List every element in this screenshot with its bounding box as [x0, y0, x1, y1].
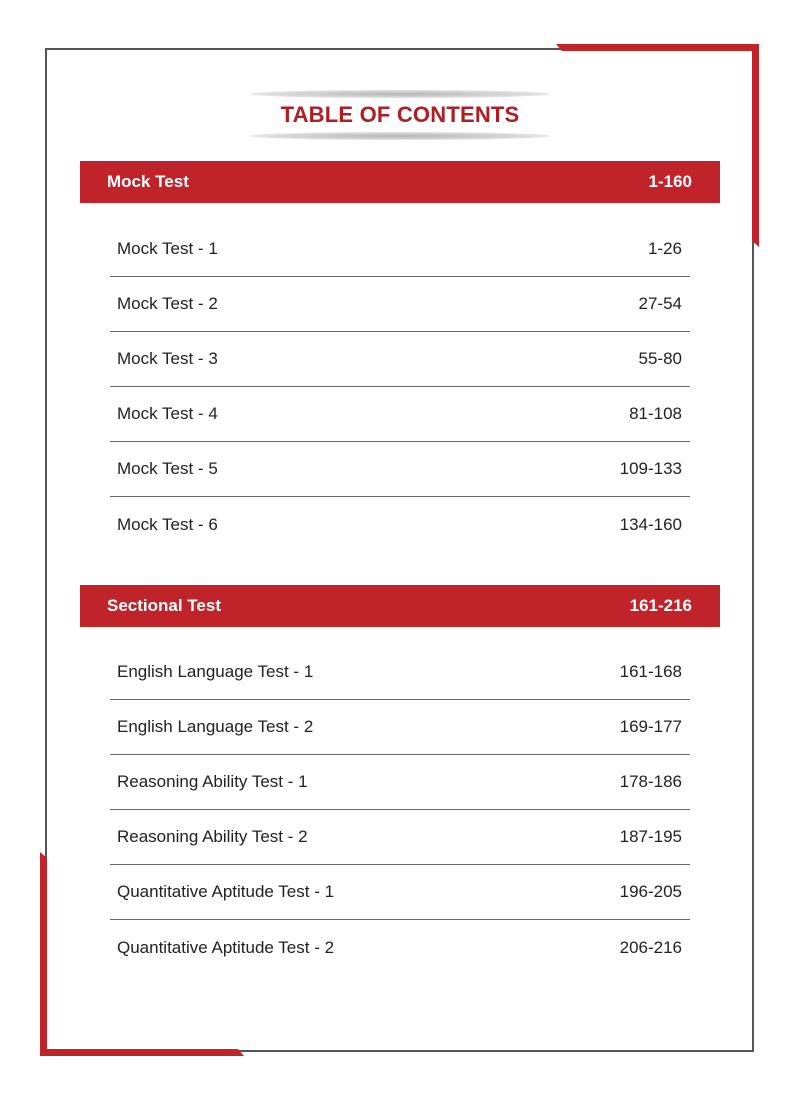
- section-header-sectional-test[interactable]: [80, 585, 720, 627]
- toc-entry-quantitative-aptitude-test-2[interactable]: [110, 920, 690, 975]
- toc-entry-label: Reasoning Ability Test - 1: [117, 772, 308, 791]
- toc-entry-quantitative-aptitude-test-1[interactable]: [110, 865, 690, 920]
- toc-entry-mock-test-5[interactable]: [110, 442, 690, 497]
- toc-entry-pages: 55-80: [638, 349, 682, 368]
- toc-entry-mock-test-6[interactable]: [110, 497, 690, 552]
- page-title: TABLE OF CONTENTS: [280, 102, 520, 127]
- title-divider-top: [250, 90, 550, 98]
- section-pages: 161-216: [629, 596, 692, 615]
- toc-entry-pages: 196-205: [619, 882, 682, 901]
- toc-entry-pages: 109-133: [619, 459, 682, 478]
- toc-list-sectional-test: [110, 645, 690, 975]
- toc-entry-label: Mock Test - 2: [117, 294, 218, 313]
- toc-entry-label: Quantitative Aptitude Test - 2: [117, 937, 335, 957]
- toc-entry-reasoning-ability-test-2[interactable]: [110, 810, 690, 865]
- toc-list-mock-test: [110, 222, 690, 552]
- section-label: Mock Test: [107, 172, 189, 191]
- toc-entry-label: English Language Test - 2: [117, 717, 314, 736]
- toc-entry-label: English Language Test - 1: [117, 662, 314, 681]
- toc-entry-pages: 27-54: [638, 294, 682, 313]
- toc-entry-pages: 1-26: [647, 239, 682, 258]
- toc-entry-mock-test-2[interactable]: [110, 277, 690, 332]
- section-label: Sectional Test: [107, 596, 221, 615]
- corner-accent-left: [40, 852, 47, 1056]
- corner-accent-bottom-left: [40, 1049, 244, 1056]
- toc-entry-pages: 134-160: [619, 514, 682, 534]
- toc-entry-label: Mock Test - 3: [117, 349, 218, 368]
- section-header-mock-test[interactable]: [80, 161, 720, 203]
- corner-accent-right: [752, 44, 759, 247]
- toc-entry-pages: 161-168: [619, 662, 682, 681]
- title-banner: [250, 88, 550, 142]
- title-divider-bottom: [250, 132, 550, 140]
- toc-entry-label: Reasoning Ability Test - 2: [117, 827, 308, 846]
- toc-entry-label: Mock Test - 5: [117, 459, 218, 478]
- toc-entry-mock-test-3[interactable]: [110, 332, 690, 387]
- toc-entry-pages: 206-216: [619, 937, 682, 957]
- corner-accent-top-right: [556, 44, 759, 51]
- toc-entry-reasoning-ability-test-1[interactable]: [110, 755, 690, 810]
- toc-entry-label: Quantitative Aptitude Test - 1: [117, 882, 335, 901]
- toc-entry-mock-test-4[interactable]: [110, 387, 690, 442]
- toc-entry-label: Mock Test - 1: [117, 239, 218, 258]
- toc-entry-english-language-test-2[interactable]: [110, 700, 690, 755]
- section-pages: 1-160: [648, 172, 692, 191]
- toc-entry-pages: 187-195: [619, 827, 682, 846]
- toc-entry-english-language-test-1[interactable]: [110, 645, 690, 700]
- toc-entry-label: Mock Test - 6: [117, 514, 218, 534]
- toc-entry-mock-test-1[interactable]: [110, 222, 690, 277]
- toc-entry-pages: 81-108: [629, 404, 682, 423]
- toc-entry-label: Mock Test - 4: [117, 404, 218, 423]
- toc-entry-pages: 178-186: [619, 772, 682, 791]
- toc-entry-pages: 169-177: [619, 717, 682, 736]
